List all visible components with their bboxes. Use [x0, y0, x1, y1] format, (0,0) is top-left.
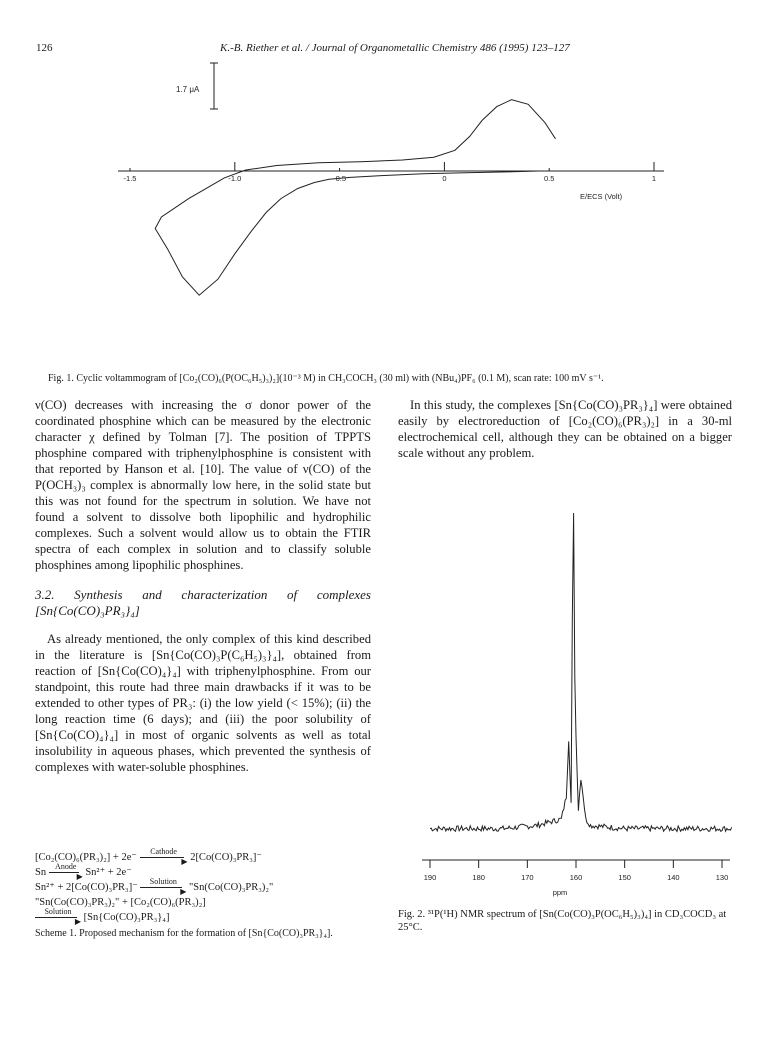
- tick-label: 150: [618, 873, 631, 882]
- figure-2-caption: Fig. 2. ³¹P(¹H) NMR spectrum of [Sn(Co(CO)₃P(OC₆H₅)₃)₄] in CD₃COCD₃ at 25°C.: [398, 909, 727, 933]
- arrow-condition: Solution: [149, 877, 177, 886]
- scheme-product: 2[Co(CO)₃PR₃]⁻: [190, 852, 262, 863]
- x-axis-label: E/ECS (Volt): [580, 192, 623, 201]
- scheme-product: [Sn{Co(CO)₃PR₃}₄]: [83, 912, 170, 923]
- nmr-trace: [430, 513, 732, 831]
- scheme-reactant: Sn: [35, 867, 47, 878]
- tick-label: -1.0: [228, 174, 242, 183]
- scheme-line-4: [35, 895, 380, 910]
- tick-label: -0.5: [333, 174, 347, 183]
- arrow-condition: Anode: [55, 862, 77, 871]
- page-number: 126: [36, 42, 53, 54]
- reaction-arrow: Solution ▶: [140, 880, 186, 890]
- scheme-reactants: "Sn(Co(CO)₃PR₃)₂" + [Co₂(CO)₆(PR₃)₂]: [35, 897, 206, 908]
- scale-label: 1.7 μA: [176, 85, 200, 94]
- scheme-line-5: [35, 907, 380, 926]
- scheme-reactant: Sn²⁺ + 2[Co(CO)₃PR₃]⁻: [35, 882, 138, 893]
- reaction-arrow: Cathode ▶: [140, 850, 188, 860]
- paragraph-synthesis: As already mentioned, the only complex of this kind described in the literature is [Sn{Co(CO)₃P(C₆H₅)₃}₄], obtained from reaction of [Sn{Co(CO)₄}₄] with triphenylphosphine. From our standpoint, this route had three main drawbacks if it was to be extended to other types of PR₃: (i) the low yield (< 15%); (ii) the long reaction time (6 days); and (iii) the poor solubility of [Sn{Co(CO)₄}₄] in most of organic solvents as well as total insolubility in aqueous phases, which prevented the synthesis of complexes with water-soluble phosphines.: [35, 632, 371, 774]
- scheme-line-2: [35, 862, 380, 881]
- section-heading-3-2: 3.2. Synthesis and characterization of complexes [Sn{Co(CO)₃PR₃}₄]: [35, 587, 371, 618]
- scheme-product: "Sn(Co(CO)₃PR₃)₂": [188, 882, 274, 893]
- voltammogram-trace: [155, 100, 555, 296]
- paragraph-nu-co: ν(CO) decreases with increasing the σ donor power of the coordinated phosphine which can be measured by the electronic character χ defined by Tolman [7]. The position of TPPTS phosphine compared with triphenylphosphine is consistent with that reported by Hanson et al. [10]. The value of ν(CO) of the P(OCH₃)₃ complex is abnormally low here, in the solid state but this was not found for the spectrum in solution. We have not found a solvent to dissolve both lipophilic and hydrophilic complexes. Such a solvent would allow us to obtain the FTIR spectra of each complex in solution and to classify soluble phosphines among lipophilic phosphines.: [35, 398, 371, 572]
- tick-label: 0: [442, 174, 447, 183]
- tick-label: 190: [423, 873, 437, 882]
- scheme-reactant: [Co₂(CO)₆(PR₃)₂] + 2e⁻: [35, 852, 137, 863]
- ppm-axis-label: ppm: [552, 888, 568, 897]
- scheme-line-1: [35, 847, 380, 866]
- scheme-line-3: [35, 877, 380, 896]
- paragraph-electroreduction: In this study, the complexes [Sn{Co(CO)₃PR₃}₄] were obtained easily by electroreduction of [Co₂(CO)₆(PR₃)₂] in a 30-ml electrochemical cell, although they can be obtained on a bigger scale without any problem.: [398, 398, 732, 460]
- tick-label: 180: [472, 873, 485, 882]
- tick-label: 140: [667, 873, 680, 882]
- scheme-product: Sn²⁺ + 2e⁻: [85, 867, 132, 878]
- scheme-1: [35, 847, 380, 940]
- running-title: K.-B. Riether et al. / Journal of Organometallic Chemistry 486 (1995) 123–127: [220, 42, 570, 54]
- arrow-condition: Cathode: [150, 847, 177, 856]
- ppm-axis-tick-labels: [424, 873, 729, 882]
- ppm-axis-ticks: [430, 860, 722, 868]
- arrow-condition: Solution: [44, 907, 72, 916]
- figure-1-voltammogram: [0, 55, 768, 380]
- tick-label: 0.5: [543, 174, 555, 183]
- x-axis-ticks: [130, 162, 654, 171]
- scheme-1-caption: Scheme 1. Proposed mechanism for the formation of [Sn{Co(CO)₃PR₃}₄].: [35, 928, 333, 939]
- right-column: [398, 397, 732, 461]
- tick-label: 1: [651, 174, 657, 183]
- left-column: [35, 397, 371, 775]
- figure-1-caption: Fig. 1. Cyclic voltammogram of [Co₂(CO)₆(P(OC₆H₅)₃)₂](10⁻³ M) in CH₃COCH₃ (30 ml) with (NBu₄)PF₆ (0.1 M), scan rate: 100 mV s⁻¹.: [48, 373, 604, 384]
- reaction-arrow: Solution ▶: [35, 910, 81, 920]
- tick-label: 170: [521, 873, 534, 882]
- figure-2-nmr-spectrum: [400, 490, 745, 930]
- tick-label: 130: [715, 873, 729, 882]
- tick-label: 160: [569, 873, 583, 882]
- reaction-arrow: Anode ▶: [49, 865, 83, 875]
- tick-label: -1.5: [123, 174, 137, 183]
